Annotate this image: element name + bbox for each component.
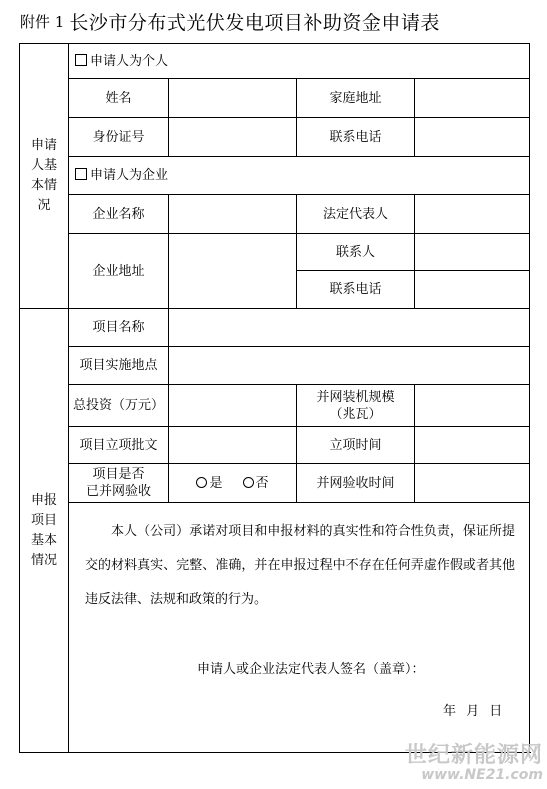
grid-option-no[interactable]: 否 (243, 475, 269, 492)
contact-person-field[interactable] (415, 234, 530, 271)
grid-acceptance-time-field[interactable] (415, 464, 530, 503)
approval-time-label: 立项时间 (297, 427, 415, 464)
project-section-label: 申报 项目 基本 情况 (20, 309, 69, 753)
individual-phone-field[interactable] (415, 118, 530, 157)
name-label: 姓名 (69, 79, 169, 118)
enterprise-applicant-checkbox[interactable] (69, 157, 530, 195)
project-location-field[interactable] (169, 347, 530, 385)
total-investment-field[interactable] (169, 385, 297, 427)
home-address-field[interactable] (415, 79, 530, 118)
signature-label: 申请人或企业法定代表人签名（盖章）： (197, 662, 425, 677)
statement-cell (69, 503, 530, 753)
enterprise-phone-label: 联系电话 (297, 271, 415, 309)
application-table (19, 43, 530, 753)
grid-acceptance-question: 项目是否 已并网验收 (69, 464, 169, 503)
grid-option-yes[interactable]: 是 (196, 475, 222, 492)
date-label: 年 月 日 (443, 704, 503, 719)
grid-capacity-label: 并网装机规模 （兆瓦） (297, 385, 415, 427)
individual-checkbox-label: 申请人为个人 (90, 53, 169, 69)
legal-rep-label: 法定代表人 (297, 195, 415, 234)
legal-rep-field[interactable] (415, 195, 530, 234)
checkbox-icon (75, 168, 87, 180)
enterprise-address-field[interactable] (169, 234, 297, 309)
home-address-label: 家庭地址 (297, 79, 415, 118)
form-title (20, 8, 440, 38)
enterprise-name-field[interactable] (169, 195, 297, 234)
enterprise-address-label: 企业地址 (69, 234, 169, 309)
approval-document-field[interactable] (169, 427, 297, 464)
id-number-label: 身份证号 (69, 118, 169, 157)
total-investment-label: 总投资（万元） (69, 385, 169, 427)
watermark-url: www.NE21.com (421, 767, 543, 783)
project-location-label: 项目实施地点 (69, 347, 169, 385)
id-number-field[interactable] (169, 118, 297, 157)
individual-phone-label: 联系电话 (297, 118, 415, 157)
individual-applicant-checkbox[interactable] (69, 44, 530, 79)
grid-capacity-field[interactable] (415, 385, 530, 427)
grid-acceptance-time-label: 并网验收时间 (297, 464, 415, 503)
form-title-text: 长沙市分布式光伏发电项目补助资金申请表 (69, 12, 440, 34)
approval-document-label: 项目立项批文 (69, 427, 169, 464)
checkbox-icon (75, 54, 87, 66)
project-name-label: 项目名称 (69, 309, 169, 347)
commitment-statement: 本人（公司）承诺对项目和申报材料的真实性和符合性负责，保证所提交的材料真实、完整、准确，并在申报过程中不存在任何弄虚作假或者其他违反法律、法规和政策的行为。 (85, 524, 516, 607)
watermark-text: 世纪新能源网 (404, 743, 543, 768)
enterprise-checkbox-label: 申请人为企业 (90, 168, 169, 183)
project-name-field[interactable] (169, 309, 530, 347)
attachment-number: 附件 1 (20, 13, 65, 31)
watermark-logo (405, 738, 543, 783)
enterprise-phone-field[interactable] (415, 271, 530, 309)
enterprise-name-label: 企业名称 (69, 195, 169, 234)
radio-icon (243, 477, 254, 488)
approval-time-field[interactable] (415, 427, 530, 464)
applicant-section-label: 申请 人基 本情 况 (20, 44, 69, 309)
contact-person-label: 联系人 (297, 234, 415, 271)
grid-acceptance-options (169, 464, 297, 503)
radio-icon (196, 477, 207, 488)
name-field[interactable] (169, 79, 297, 118)
